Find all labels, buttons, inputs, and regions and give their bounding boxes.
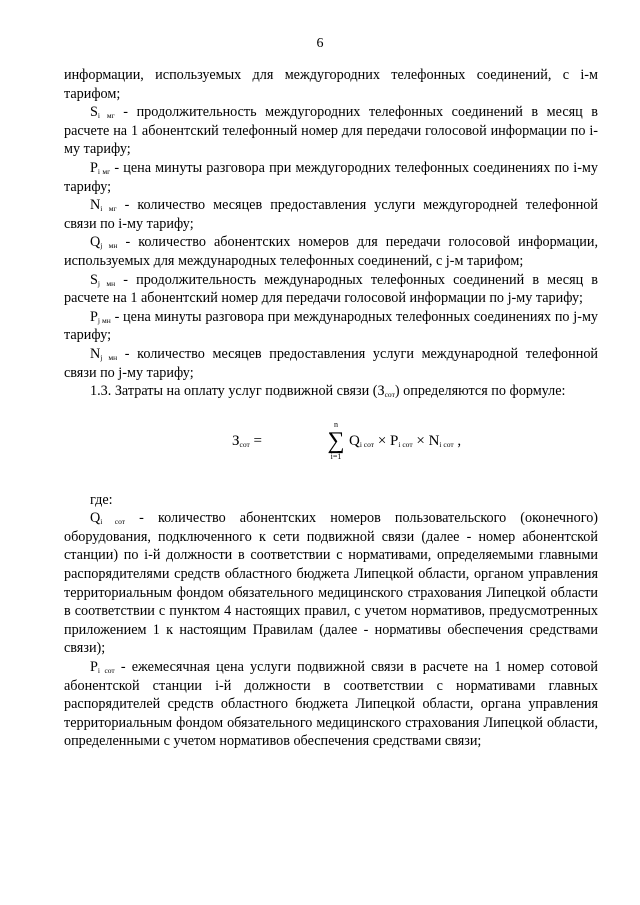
variable-subscript: j мн xyxy=(97,278,116,288)
formula-symbol: Q xyxy=(349,432,360,449)
sum-operator xyxy=(326,421,346,461)
variable-symbol: Q xyxy=(90,234,101,251)
sum-upper-limit: n xyxy=(334,419,338,429)
definition-text: - количество абонентских номеров пользовательского (оконечного) оборудования, подключенного к сети подвижной связи (далее - номер абонентской станции) по i-й должности в соответствии с нормативами, определяемыми главными распорядителями средств областного бюджета Липецкой области, органом управления территориальным фондом обязательного медицинского страхования Липецкой области в соответствии с пунктом 4 настоящих правил, с учетом нормативов, предусмотренных приложением 1 к настоящим Правилам (далее - нормативы обеспечения средствами связи); xyxy=(64,510,599,657)
definition-n-j-mn xyxy=(64,345,598,382)
formula-equals: = xyxy=(249,432,262,449)
variable-symbol: P xyxy=(90,159,98,176)
paragraph-continuation xyxy=(64,66,598,103)
variable-symbol: З xyxy=(377,383,385,400)
definition-q-i-sot xyxy=(64,509,598,658)
variable-subscript: j мн xyxy=(97,315,111,325)
sum-lower-limit: i=1 xyxy=(330,451,342,461)
definition-text: - продолжительность международных телефонных соединений в месяц в расчете на 1 абонентский номер для передачи голосовой информации по j-му тарифу; xyxy=(64,271,599,307)
definition-p-i-sot xyxy=(64,658,598,751)
formula-lhs xyxy=(232,432,262,451)
variable-symbol: P xyxy=(90,659,98,676)
variable-symbol: S xyxy=(90,271,98,288)
document-body xyxy=(64,66,598,751)
definition-p-j-mn xyxy=(64,308,598,345)
where-label: где: xyxy=(90,491,113,508)
variable-symbol: S xyxy=(90,104,98,121)
variable-symbol: N xyxy=(90,197,101,214)
formula-subscript: i сот xyxy=(439,439,454,449)
variable-symbol: N xyxy=(90,345,101,362)
variable-subscript: j мн xyxy=(100,352,118,362)
section-1-3-heading xyxy=(64,382,598,401)
section-text: ) определяются по формуле: xyxy=(394,383,566,400)
variable-subscript: сот xyxy=(384,390,395,400)
variable-symbol: P xyxy=(90,308,98,325)
definition-text: - цена минуты разговора при международных телефонных соединениях по j-му тарифу; xyxy=(64,308,599,344)
formula-block xyxy=(64,421,598,479)
definition-text: - цена минуты разговора при междугородних телефонных соединениях по i-му тарифу; xyxy=(64,159,599,195)
variable-subscript: i сот xyxy=(97,666,115,676)
definition-p-i-mg xyxy=(64,159,598,196)
definition-q-j-mn xyxy=(64,233,598,270)
page-number: 6 xyxy=(316,36,324,51)
definition-s-j-mn xyxy=(64,271,598,308)
definition-text: - продолжительность междугородних телефонных соединений в месяц в расчете на 1 абонентский телефонный номер для передачи голосовой информации по i-му тарифу; xyxy=(64,104,599,158)
variable-subscript: i мг xyxy=(100,204,117,214)
sigma-icon: ∑ xyxy=(327,427,345,454)
formula-symbol: З xyxy=(232,432,240,449)
formula-rhs xyxy=(349,432,461,451)
definition-text: - количество месяцев предоставления услуги международной телефонной связи по j-му тарифу; xyxy=(64,345,599,381)
section-text: 1.3. Затраты на оплату услуг подвижной связи ( xyxy=(90,383,378,400)
variable-symbol: Q xyxy=(90,510,101,527)
definition-text: - количество месяцев предоставления услуги междугородней телефонной связи по i-му тарифу; xyxy=(64,197,598,232)
formula-end: , xyxy=(453,432,462,449)
variable-subscript: i сот xyxy=(100,517,126,527)
definition-n-i-mg xyxy=(64,196,598,233)
formula-subscript: i сот xyxy=(359,439,375,449)
definition-s-i-mg xyxy=(64,103,598,159)
formula-subscript: i сот xyxy=(398,439,413,449)
definition-text: - количество абонентских номеров для передачи голосовой информации, используемых для международных телефонных соединений, с j-м тарифом; xyxy=(64,234,599,269)
formula-times: × xyxy=(412,432,429,449)
formula-symbol: P xyxy=(390,432,399,449)
definition-text: - ежемесячная цена услуги подвижной связи в расчете на 1 номер сотовой абонентской станции i-й должности в соответствии с нормативами главных распорядителей средств областного бюджета Липецкой области, органа управления территориальным фондом обязательного медицинского страхования Липецкой области, определенными с учетом нормативов обеспечения средствами связи; xyxy=(64,659,598,750)
variable-subscript: i мг xyxy=(97,111,115,121)
paragraph-text: информации, используемых для междугородних телефонных соединений, с i-м тарифом; xyxy=(64,67,598,102)
formula-symbol: N xyxy=(428,432,440,449)
variable-subscript: j мн xyxy=(100,241,118,251)
formula-times: × xyxy=(374,432,391,449)
variable-subscript: i мг xyxy=(97,166,111,176)
formula-subscript: сот xyxy=(239,439,250,449)
